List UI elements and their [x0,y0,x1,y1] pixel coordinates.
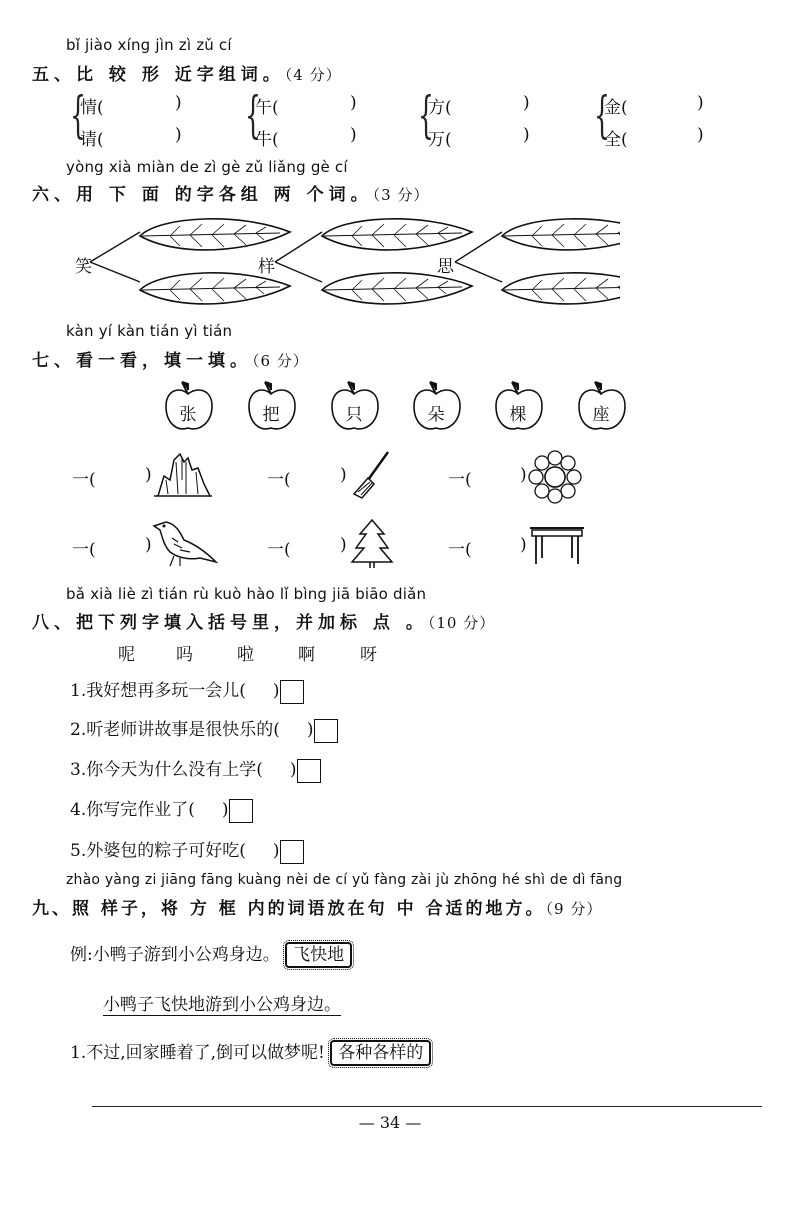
sec8-score: （10 分） [427,614,496,632]
blank-6-open: 一( [448,540,472,560]
sec7-pinyin: kàn yí kàn tián yì tián [66,322,233,340]
sec6-char-3: 思 [437,257,454,277]
punct-box-3[interactable] [297,759,321,783]
punct-box-4[interactable] [229,799,253,823]
sec9-example-sentence: 例:小鸭子游到小公鸡身边。 [70,945,280,965]
blank-5-close: ) [340,535,347,555]
sec8-item-4: 4.你写完作业了( ) [70,795,253,823]
blank-2-close: ) [340,465,347,485]
mountain-icon [152,450,214,500]
pair3-a-close: ) [523,93,530,113]
pair1-a-close: ) [175,93,182,113]
sec8-word-1: 呢 [118,645,135,665]
sec8-word-4: 啊 [298,645,315,665]
bird-icon [150,518,218,568]
blank-6-close: ) [520,535,527,555]
table-icon [528,522,586,568]
sec9-pinyin: zhào yàng zi jiāng fāng kuàng nèi de cí yǔ fàng zài jù zhōng hé shì de dì fāng [66,872,623,888]
pair4-a-close: ) [697,93,704,113]
sec9-q1 [70,1038,431,1063]
footer-divider [92,1106,762,1107]
punct-box-5[interactable] [280,840,304,864]
fruit-word-2: 把 [245,380,299,438]
blank-5-open: 一( [267,540,291,560]
punct-box-2[interactable] [314,719,338,743]
brace-4: { [594,86,610,144]
sec8-pinyin: bǎ xià liè zì tián rù kuò hào lǐ bìng jiā biāo diǎn [66,585,427,603]
pair1-b: 请( [80,130,104,150]
sec8-item-2: 2.听老师讲故事是很快乐的( ) [70,715,338,743]
fruit-word-3: 只 [328,380,382,438]
sec6-score: （3 分） [372,186,430,204]
brace-2: { [245,86,261,144]
blank-1-open: 一( [72,470,96,490]
sec8-item-3: 3.你今天为什么没有上学( ) [70,755,321,783]
blank-1-close: ) [145,465,152,485]
sec8-word-2: 吗 [176,645,193,665]
sec8-item-5: 5.外婆包的粽子可好吃( ) [70,836,304,864]
sec5-pinyin: bǐ jiào xíng jìn zì zǔ cí [66,36,232,54]
blank-3-open: 一( [448,470,472,490]
pair4-b-close: ) [697,125,704,145]
sec8-title: 八、把下列字填入括号里，并加标 点 。 [32,613,428,633]
fruit-word-1: 张 [162,380,216,438]
broom-icon [348,450,393,500]
sec5-title: 五、比 较 形 近字组词。 [32,65,285,85]
sec6-pinyin: yòng xià miàn de zì gè zǔ liǎng gè cí [66,158,348,176]
sec7-heading [32,346,309,371]
fruit-word-5: 棵 [492,380,546,438]
pair2-b-close: ) [350,125,357,145]
sec9-q1-sentence: 1.不过,回家睡着了,倒可以做梦呢! [70,1043,325,1063]
pair3-a: 方( [428,98,452,118]
sec6-char-2: 样 [258,257,275,277]
blank-4-open: 一( [72,540,96,560]
pair2-b: 牛( [255,130,279,150]
sec7-title: 七、看一看，填一填。 [32,351,252,371]
sec9-example-answer: 小鸭子飞快地游到小公鸡身边。 [103,995,341,1015]
sec9-score: （9 分） [545,900,603,918]
sec6-title: 六、用 下 面 的字各组 两 个词。 [32,185,373,205]
flower-icon [528,450,582,504]
sec7-score: （6 分） [252,352,309,370]
blank-2-open: 一( [267,470,291,490]
brace-3: { [418,86,434,144]
page-number: — 34 — [358,1113,422,1132]
sec9-example [70,940,352,965]
leaf-diagram [60,210,620,315]
sec9-title: 九、照 样子，将 方 框 内的词语放在句 中 合适的地方。 [32,899,546,919]
pair4-b: 全( [604,130,628,150]
fruit-word-4: 朵 [410,380,464,438]
pair3-b-close: ) [523,125,530,145]
sec8-word-5: 呀 [360,645,377,665]
pair3-b: 万( [428,130,452,150]
sec9-example-word: 飞快地 [285,942,352,968]
sec5-heading [32,60,342,85]
sec6-char-1: 笑 [75,257,92,277]
pair4-a: 金( [604,98,628,118]
pair2-a: 午( [255,98,279,118]
pair1-a: 情( [80,98,104,118]
blank-4-close: ) [145,535,152,555]
sec5-score: （4 分） [284,66,342,84]
blank-3-close: ) [520,465,527,485]
pine-tree-icon [350,518,394,568]
leaf-group-3 [455,219,620,304]
sec8-word-3: 啦 [237,645,254,665]
punct-box-1[interactable] [280,680,304,704]
pair2-a-close: ) [350,93,357,113]
fruit-word-6: 座 [575,380,629,438]
sec8-item-1: 1.我好想再多玩一会儿( ) [70,676,304,704]
pair1-b-close: ) [175,125,182,145]
sec8-heading [32,608,495,633]
brace-1: { [70,86,86,144]
sec6-heading [32,180,429,205]
sec9-heading [32,894,602,919]
sec9-q1-word: 各种各样的 [330,1040,431,1066]
